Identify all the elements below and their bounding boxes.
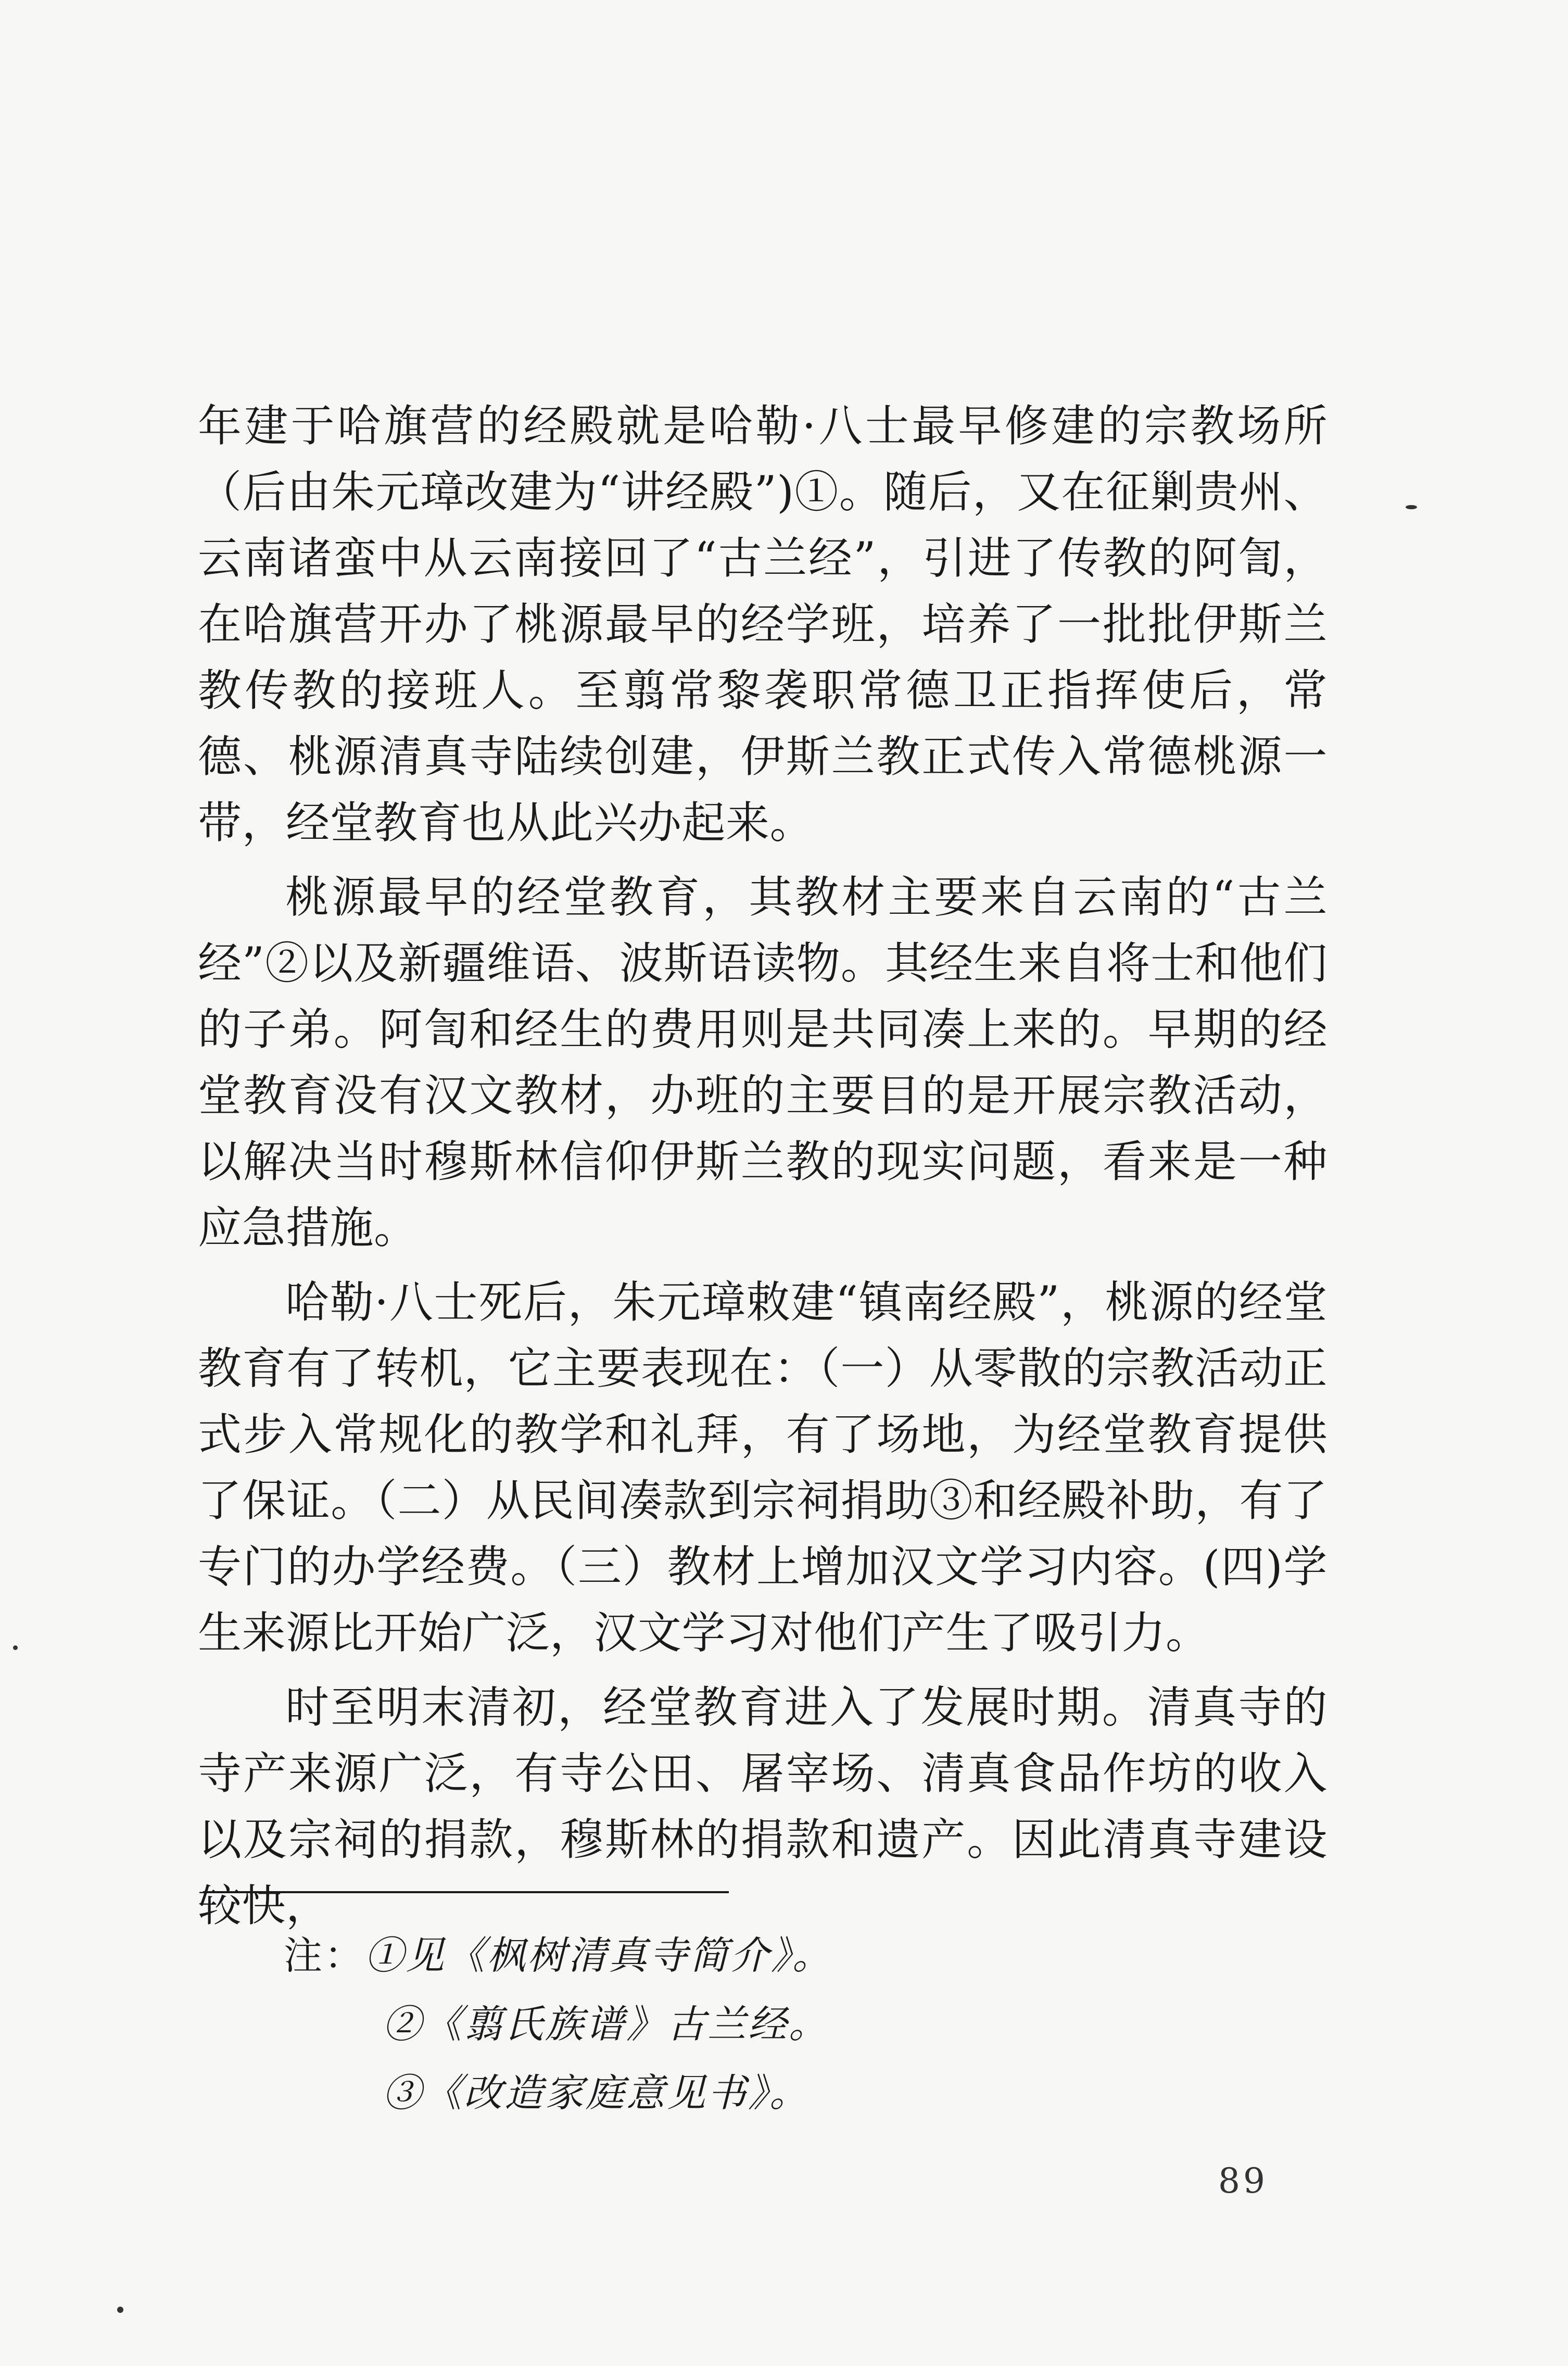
footnote-divider [203,1891,729,1893]
page-number: 89 [1218,2161,1268,2201]
footnote-2-text: ②《翦氏族谱》古兰经。 [383,2002,829,2047]
paragraph-2: 桃源最早的经堂教育，其教材主要来自云南的“古兰经”②以及新疆维语、波斯语读物。其经生来自将士和他们的子弟。阿訇和经生的费用则是共同凑上来的。早期的经堂教育没有汉文教材，办班的主要目的是开展宗教活动，以解决当时穆斯林信仰伊斯兰教的现实问题，看来是一种应急措施。 [198,872,1327,1253]
footnote-3-text: ③《改造家庭意见书》。 [383,2071,810,2116]
paragraph-1: 年建于哈旗营的经殿就是哈勒·八士最早修建的宗教场所（后由朱元璋改建为“讲经殿”)①。随后，又在征剿贵州、云南诸蛮中从云南接回了“古兰经”，引进了传教的阿訇，在哈旗营开办了桃源最早的经学班，培养了一批批伊斯兰教传教的接班人。至翦常黎袭职常德卫正指挥使后，常德、桃源清真寺陆续创建，伊斯兰教正式传入常德桃源一带，经堂教育也从此兴办起来。 [198,400,1327,848]
footnotes [284,1921,1273,2128]
footnote-1-text: ①见《枫树清真寺简介》。 [365,1933,833,1978]
scan-speck-mark [117,2307,123,2313]
scan-speck-mark [1406,505,1417,509]
footnote-3 [284,2059,1273,2128]
paragraph-3: 哈勒·八士死后，朱元璋敕建“镇南经殿”，桃源的经堂教育有了转机，它主要表现在：（一）从零散的宗教活动正式步入常规化的教学和礼拜，有了场地，为经堂教育提供了保证。（二）从民间凑款到宗祠捐助③和经殿补助，有了专门的办学经费。（三）教材上增加汉文学习内容。(四)学生来源比开始广泛，汉文学习对他们产生了吸引力。 [198,1277,1327,1658]
footnote-1 [284,1921,1273,1990]
paragraph-4: 时至明末清初，经堂教育进入了发展时期。清真寺的寺产来源广泛，有寺公田、屠宰场、清真食品作坊的收入以及宗祠的捐款，穆斯林的捐款和遗产。因此清真寺建设较快， [198,1682,1327,1931]
scan-speck-mark [13,1645,18,1650]
footnote-2 [284,1990,1273,2059]
footnote-label: 注： [284,1933,365,1978]
body-text [198,393,1327,1939]
